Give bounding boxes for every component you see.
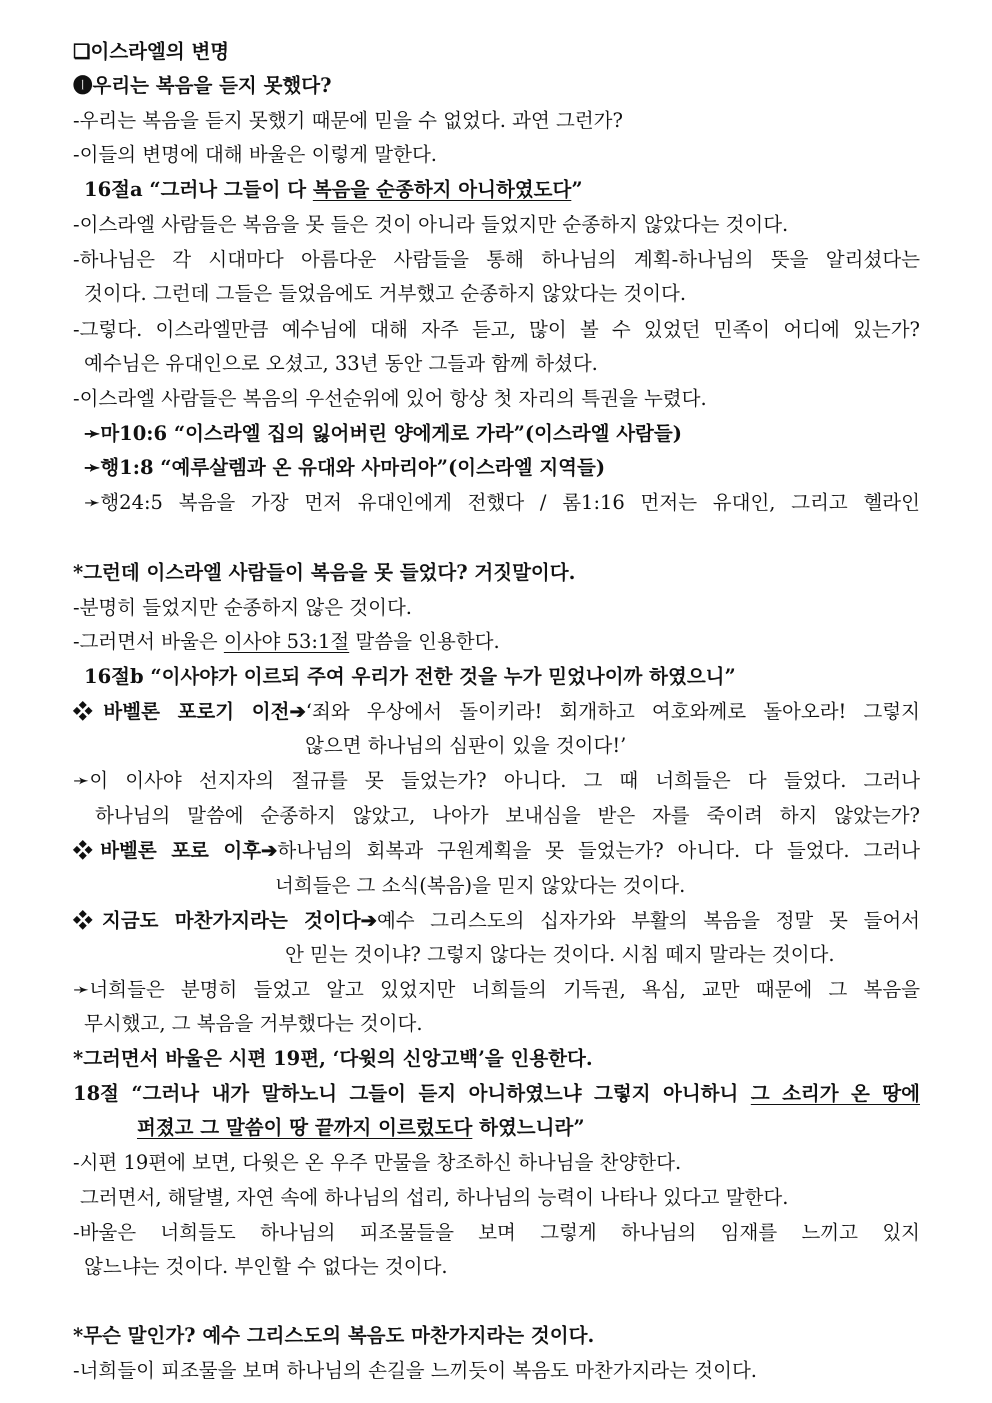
paragraph-line	[73, 628, 500, 656]
verse-quote	[84, 663, 736, 691]
text-run: ➛행1:8 “예루살렘과 온 유대와 사마리아”(이스라엘 지역들)	[84, 456, 606, 479]
point-heading	[73, 72, 332, 100]
text-run: ➛행24:5 복음을 가장 먼저 유대인에게 전했다 / 롬1:16 먼저는 유대인, 그리고 헬라인	[84, 491, 920, 514]
text-run: -그러면서 바울은	[73, 630, 224, 653]
text-run: 퍼졌고 그 말씀이 땅 끝까지 이르렀도다	[137, 1116, 473, 1139]
bullet-line	[73, 907, 920, 935]
text-run: ❖바벨론 포로 이후➔	[73, 839, 278, 862]
text-run: ❶우리는 복음을 듣지 못했다?	[73, 74, 332, 97]
text-run: *그러면서 바울은 시편 19편, ‘다윗의 신앙고백’을 인용한다.	[73, 1047, 593, 1070]
text-run: 하나님의 말씀에 순종하지 않았고, 나아가 보내심을 받은 자를 죽이려 하지 않았는가?	[95, 804, 920, 827]
text-run: -하나님은 각 시대마다 아름다운 사람들을 통해 하나님의 계획-하나님의 뜻을 알리셨다는	[73, 248, 920, 271]
reference-line	[84, 489, 920, 517]
text-run: 예수 그리스도의 십자가와 부활의 복음을 정말 못 들어서	[376, 909, 920, 932]
paragraph-line	[73, 246, 920, 274]
text-run: 18절 “그러나 내가 말하노니 그들이 듣지 아니하였느냐 그렇지 아니하니	[73, 1082, 751, 1105]
paragraph-line	[73, 385, 707, 413]
text-run: -분명히 들었지만 순종하지 않은 것이다.	[73, 596, 412, 619]
text-run: 너희들은 그 소식(복음)을 믿지 않았다는 것이다.	[275, 874, 686, 897]
text-run: 복음을 순종하지 아니하였도다	[312, 178, 572, 201]
paragraph-line	[73, 211, 788, 239]
text-run: -이스라엘 사람들은 복음을 못 들은 것이 아니라 들었지만 순종하지 않았다는 것이다.	[73, 213, 789, 236]
text-run: -바울은 너희들도 하나님의 피조물들을 보며 그렇게 하나님의 임재를 느끼고 있지	[73, 1221, 920, 1244]
reference-line	[84, 420, 682, 448]
text-run: 그러면서, 해달별, 자연 속에 하나님의 섭리, 하나님의 능력이 나타나 있다고 말한다.	[80, 1186, 789, 1209]
text-run: -그렇다. 이스라엘만큼 예수님에 대해 자주 듣고, 많이 볼 수 있었던 민족이 어디에 있는가?	[73, 318, 920, 341]
text-run: -너희들이 피조물을 보며 하나님의 손길을 느끼듯이 복음도 마찬가지라는 것이다.	[73, 1359, 757, 1382]
text-run: 것이다. 그런데 그들은 들었음에도 거부했고 순종하지 않았다는 것이다.	[84, 282, 687, 305]
text-run: ❏이스라엘의 변명	[73, 40, 230, 63]
text-run: 16절b “이사야가 이르되 주여 우리가 전한 것을 누가 믿었나이까 하였으니”	[84, 665, 736, 688]
arrow-line	[95, 802, 920, 830]
paragraph-line	[73, 107, 623, 135]
paragraph-line	[73, 594, 412, 622]
text-run: 않으면 하나님의 심판이 있을 것이다!’	[305, 734, 627, 757]
bullet-line	[275, 872, 685, 900]
paragraph-line	[84, 280, 686, 308]
text-run: 이사야 53:1절	[223, 630, 350, 653]
text-run: ‘죄와 우상에서 돌이키라! 회개하고 여호와께로 돌아오라! 그렇지	[305, 700, 920, 723]
bullet-line	[285, 941, 835, 969]
paragraph-line	[73, 141, 437, 169]
point-heading	[73, 559, 575, 587]
text-run: ➛마10:6 “이스라엘 집의 잃어버린 양에게로 가라”(이스라엘 사람들)	[84, 422, 682, 445]
paragraph-line	[73, 1219, 920, 1247]
verse-quote	[84, 176, 583, 204]
text-run: ”	[571, 178, 583, 201]
text-run: -이들의 변명에 대해 바울은 이렇게 말한다.	[73, 143, 438, 166]
arrow-line	[73, 976, 920, 1004]
point-heading	[73, 1045, 593, 1073]
text-run: 하였느니라”	[472, 1116, 585, 1139]
paragraph-line	[80, 1184, 788, 1212]
text-run: ❖지금도 마찬가지라는 것이다➔	[73, 909, 377, 932]
text-run: 예수님은 유대인으로 오셨고, 33년 동안 그들과 함께 하셨다.	[84, 352, 598, 375]
text-run: 안 믿는 것이냐? 그렇지 않다는 것이다. 시침 떼지 말라는 것이다.	[285, 943, 835, 966]
text-run: 그 소리가 온 땅에	[750, 1082, 920, 1105]
text-run: 하나님의 회복과 구원계획을 못 들었는가? 아니다. 다 들었다. 그러나	[277, 839, 920, 862]
verse-quote	[73, 1080, 920, 1108]
bullet-line	[305, 732, 626, 760]
bullet-line	[73, 698, 920, 726]
text-run: -이스라엘 사람들은 복음의 우선순위에 있어 항상 첫 자리의 특권을 누렸다.	[73, 387, 707, 410]
text-run: -우리는 복음을 듣지 못했기 때문에 믿을 수 없었다. 과연 그런가?	[73, 109, 623, 132]
reference-line	[84, 454, 605, 482]
text-run: ➛너희들은 분명히 들었고 알고 있었지만 너희들의 기득권, 욕심, 교만 때문에 그 복음을	[73, 978, 920, 1001]
text-run: ➛이 이사야 선지자의 절규를 못 들었는가? 아니다. 그 때 너희들은 다 들었다. 그러나	[73, 769, 920, 792]
paragraph-line	[73, 1357, 757, 1385]
section-heading	[73, 38, 229, 66]
text-run: *무슨 말인가? 예수 그리스도의 복음도 마찬가지라는 것이다.	[73, 1324, 595, 1347]
paragraph-line	[84, 350, 598, 378]
paragraph-line	[73, 316, 920, 344]
verse-quote	[137, 1114, 585, 1142]
text-run: ❖바벨론 포로기 이전➔	[73, 700, 306, 723]
text-run: 16절a “그러나 그들이 다	[84, 178, 313, 201]
text-run: *그런데 이스라엘 사람들이 복음을 못 들었다? 거짓말이다.	[73, 561, 576, 584]
point-heading	[73, 1322, 594, 1350]
text-run: 않느냐는 것이다. 부인할 수 없다는 것이다.	[84, 1255, 448, 1278]
text-run: 말씀을 인용한다.	[349, 630, 500, 653]
paragraph-line	[73, 1149, 681, 1177]
text-run: -시편 19편에 보면, 다윗은 온 우주 만물을 창조하신 하나님을 찬양한다.	[73, 1151, 682, 1174]
arrow-line	[84, 1010, 423, 1038]
arrow-line	[73, 767, 920, 795]
text-run: 무시했고, 그 복음을 거부했다는 것이다.	[84, 1012, 423, 1035]
bullet-line	[73, 837, 920, 865]
paragraph-line	[84, 1253, 448, 1281]
